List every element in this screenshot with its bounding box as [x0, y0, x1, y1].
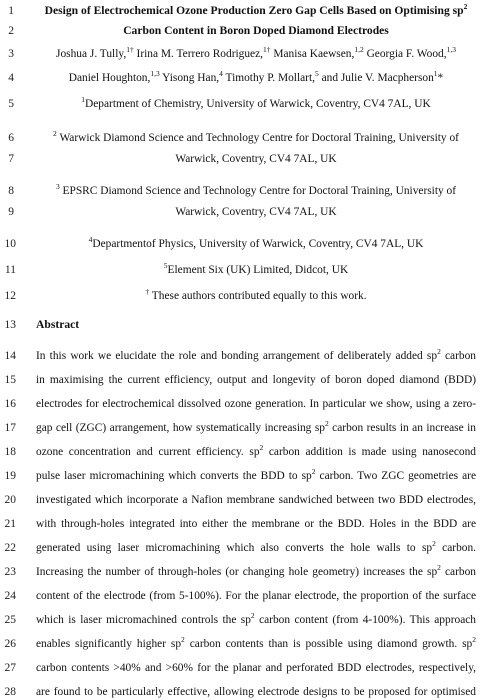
line-number: 28: [4, 686, 16, 698]
line-number: 19: [4, 470, 16, 482]
affiliation-4: $^4$Departmentof Physics, University of Warwick, Coventry, CV4 7AL, UK: [88, 235, 424, 250]
equal-contribution-note: † These authors contributed equally to this work.: [145, 287, 367, 302]
line-number: 4: [8, 72, 14, 84]
line-number: 17: [4, 422, 16, 434]
affiliation-1: $^1$Department of Chemistry, University of Warwick, Coventry, CV4 7AL, UK: [81, 95, 431, 110]
line-number: 1: [8, 5, 14, 17]
author-line-2: Daniel Houghton,$^{1,3}$ Yisong Han,$^4$ Timothy P. Mollart,$^5$ and Julie V. Macpherson$^1$*: [68, 69, 444, 84]
line-number: 2: [8, 25, 14, 37]
line-number: 26: [4, 638, 16, 650]
line-number: 18: [4, 446, 16, 458]
line-number: 5: [8, 98, 14, 110]
abstract-line: in maximising the current efficiency, output and longevity of boron doped diamond (BDD): [36, 374, 476, 386]
line-number: 22: [4, 542, 16, 554]
line-number: 27: [4, 662, 16, 674]
abstract-line: enables significantly higher $sp^2$ carbon contents than is possible using diamond growth. $sp^2$: [36, 635, 476, 650]
line-number: 14: [4, 350, 16, 362]
line-number: 20: [4, 494, 16, 506]
affiliation-3: $^3$ EPSRC Diamond Science and Technology Centre for Doctoral Training, University of: [55, 182, 457, 197]
line-number: 11: [4, 264, 16, 276]
line-number: 6: [8, 132, 14, 144]
affiliation-2-cont: Warwick, Coventry, CV4 7AL, UK: [175, 153, 337, 165]
affiliation-2: $^2$ Warwick Diamond Science and Technology Centre for Doctoral Training, University of: [53, 129, 459, 144]
line-number: 13: [4, 319, 16, 331]
abstract-line: with through-holes integrated into either the membrane or the BDD. Holes in the BDD are: [36, 518, 476, 530]
line-number: 3: [8, 48, 14, 60]
line-number: 24: [4, 590, 16, 602]
line-number: 8: [8, 185, 14, 197]
line-number: 12: [4, 290, 16, 302]
line-number: 9: [8, 206, 14, 218]
line-number: 16: [4, 398, 16, 410]
abstract-line: ozone concentration and current efficiency. $sp^2$ carbon addition is made using nanosecond: [36, 443, 476, 458]
paper-title-line-2: Carbon Content in Boron Doped Diamond Electrodes: [123, 24, 389, 37]
abstract-line: pulse laser micromachining which converts the BDD to $sp^2$ carbon. Two ZGC geometries are: [36, 467, 476, 482]
abstract-line: electrodes for electrochemical dissolved ozone generation. In particular we show, using a zero-: [36, 398, 476, 410]
line-number: 25: [4, 614, 16, 626]
abstract-line: In this work we elucidate the role and bonding arrangement of deliberately added $sp^2$ carbon: [36, 347, 476, 362]
abstract-line: Increasing the number of through-holes (or changing hole geometry) increases the $sp^2$ carbon: [36, 563, 476, 578]
abstract-line: investigated which incorporate a Nafion membrane sandwiched between two BDD electrodes,: [36, 494, 476, 506]
line-number: 23: [4, 566, 16, 578]
paper-title-line-1: Design of Electrochemical Ozone Production Zero Gap Cells Based on Optimising $sp^2$: [44, 2, 468, 17]
affiliation-5: $^5$Element Six (UK) Limited, Didcot, UK: [163, 261, 349, 276]
abstract-line: carbon contents >40% and >60% for the planar and perforated BDD electrodes, respectively,: [36, 662, 476, 674]
line-number: 7: [8, 153, 14, 165]
line-number: 10: [4, 238, 16, 250]
line-number: 15: [4, 374, 16, 386]
author-line-1: Joshua J. Tully,$^{1\dagger}$ Irina M. Terrero Rodriguez,$^{1\dagger}$ Manisa Kaewsen,$^{1,2}$ Georgia F. Wood,$^{1,3}$: [56, 45, 456, 60]
abstract-line: content of the electrode (from 5-100%). For the planar electrode, the proportion of the surface: [36, 590, 476, 602]
abstract-line: which is laser micromachined controls the $sp^2$ carbon content (from 4-100%). This approach: [36, 611, 476, 626]
line-number: 21: [4, 518, 16, 530]
abstract-heading: Abstract: [36, 318, 80, 331]
abstract-line: gap cell (ZGC) arrangement, how systematically increasing $sp^2$ carbon results in an increase in: [36, 419, 476, 434]
abstract-line: are found to be particularly effective, allowing electrode designs to be proposed for optimised: [36, 686, 476, 698]
abstract-line: generated using laser micromachining which also converts the hole walls to $sp^2$ carbon.: [36, 539, 476, 554]
affiliation-3-cont: Warwick, Coventry, CV4 7AL, UK: [175, 206, 337, 218]
